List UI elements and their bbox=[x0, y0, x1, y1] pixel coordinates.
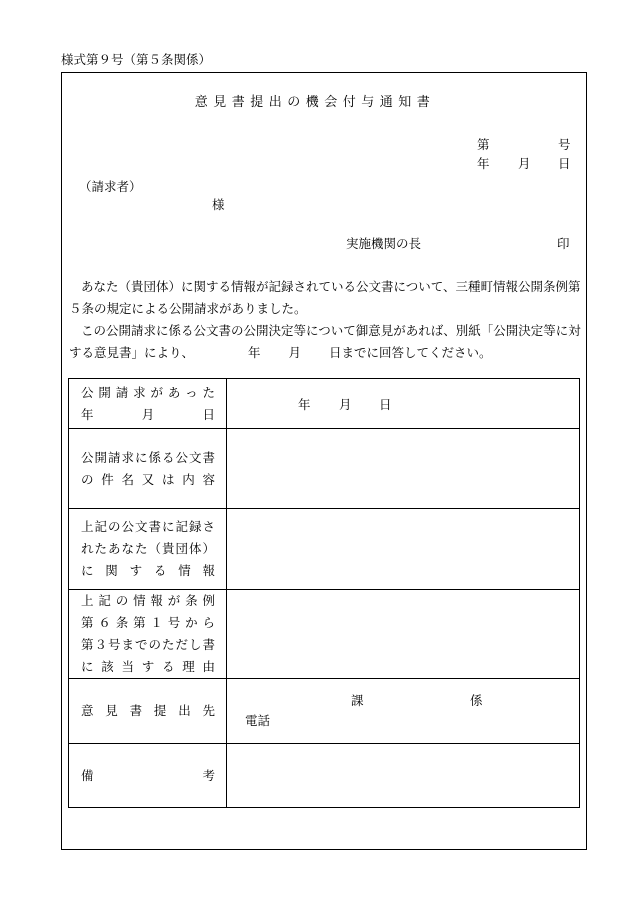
recipient-label: （請求者） bbox=[79, 179, 142, 194]
request-date-field[interactable] bbox=[227, 379, 580, 429]
proviso-reason-field[interactable] bbox=[227, 590, 580, 679]
date-year: 年 bbox=[477, 156, 490, 171]
submission-dest-field[interactable] bbox=[227, 679, 580, 744]
body-text bbox=[69, 276, 589, 364]
submission-dest-label: 意見書提出先 bbox=[69, 679, 227, 744]
table-row-document-subject bbox=[69, 429, 580, 509]
issuer-seal: 印 bbox=[557, 236, 570, 251]
table-row-remarks bbox=[69, 744, 580, 808]
paragraph2-start: この公開請求に係る公文書の公開決定等について御意見があれば、別紙「公開決定等に対する意見書」により、 bbox=[69, 323, 581, 360]
remarks-label: 備 考 bbox=[69, 744, 227, 808]
table-row-recorded-info bbox=[69, 509, 580, 590]
remarks-field[interactable] bbox=[227, 744, 580, 808]
body-paragraph-1: あなた（貴団体）に関する情報が記録されている公文書について、三種町情報公開条例第５条の規定による公開請求がありました。 bbox=[69, 279, 581, 316]
recorded-info-field[interactable] bbox=[227, 509, 580, 590]
document-subject-label: 公開請求に係る公文書 の件名又は内容 bbox=[69, 429, 227, 509]
date-day: 日 bbox=[558, 156, 571, 171]
number-prefix: 第 bbox=[477, 137, 490, 152]
recipient-honorific: 様 bbox=[212, 197, 225, 212]
date-month: 月 bbox=[518, 156, 531, 171]
document-subject-field[interactable] bbox=[227, 429, 580, 509]
reply-year: 年 bbox=[248, 345, 261, 360]
recorded-info-label: 上記の公文書に記録さ れたあなた（貴団体） に関する情報 bbox=[69, 509, 227, 590]
form-number: 様式第９号（第５条関係） bbox=[61, 52, 212, 67]
number-suffix: 号 bbox=[558, 137, 571, 152]
request-date-label: 公開請求があった 年 月 日 bbox=[69, 379, 227, 429]
dest-section: 課 bbox=[351, 693, 364, 708]
dest-phone: 電話 bbox=[245, 713, 271, 728]
request-month: 月 bbox=[339, 397, 352, 412]
dest-subsection: 係 bbox=[470, 693, 483, 708]
reply-month: 月 bbox=[288, 345, 302, 360]
body-paragraph-2 bbox=[69, 320, 589, 364]
proviso-reason-label: 上記の情報が条例 第６条第１号から 第３号までのただし書 に該当する理由 bbox=[69, 590, 227, 679]
request-year: 年 bbox=[298, 397, 311, 412]
issuer-title: 実施機関の長 bbox=[346, 236, 422, 251]
info-table bbox=[68, 378, 580, 808]
table-row-proviso-reason bbox=[69, 590, 580, 679]
table-row-submission-dest bbox=[69, 679, 580, 744]
request-day: 日 bbox=[379, 397, 392, 412]
table-row-request-date bbox=[69, 379, 580, 429]
paragraph2-end: 日までに回答してください。 bbox=[329, 345, 492, 360]
document-title: 意見書提出の機会付与通知書 bbox=[194, 95, 436, 110]
